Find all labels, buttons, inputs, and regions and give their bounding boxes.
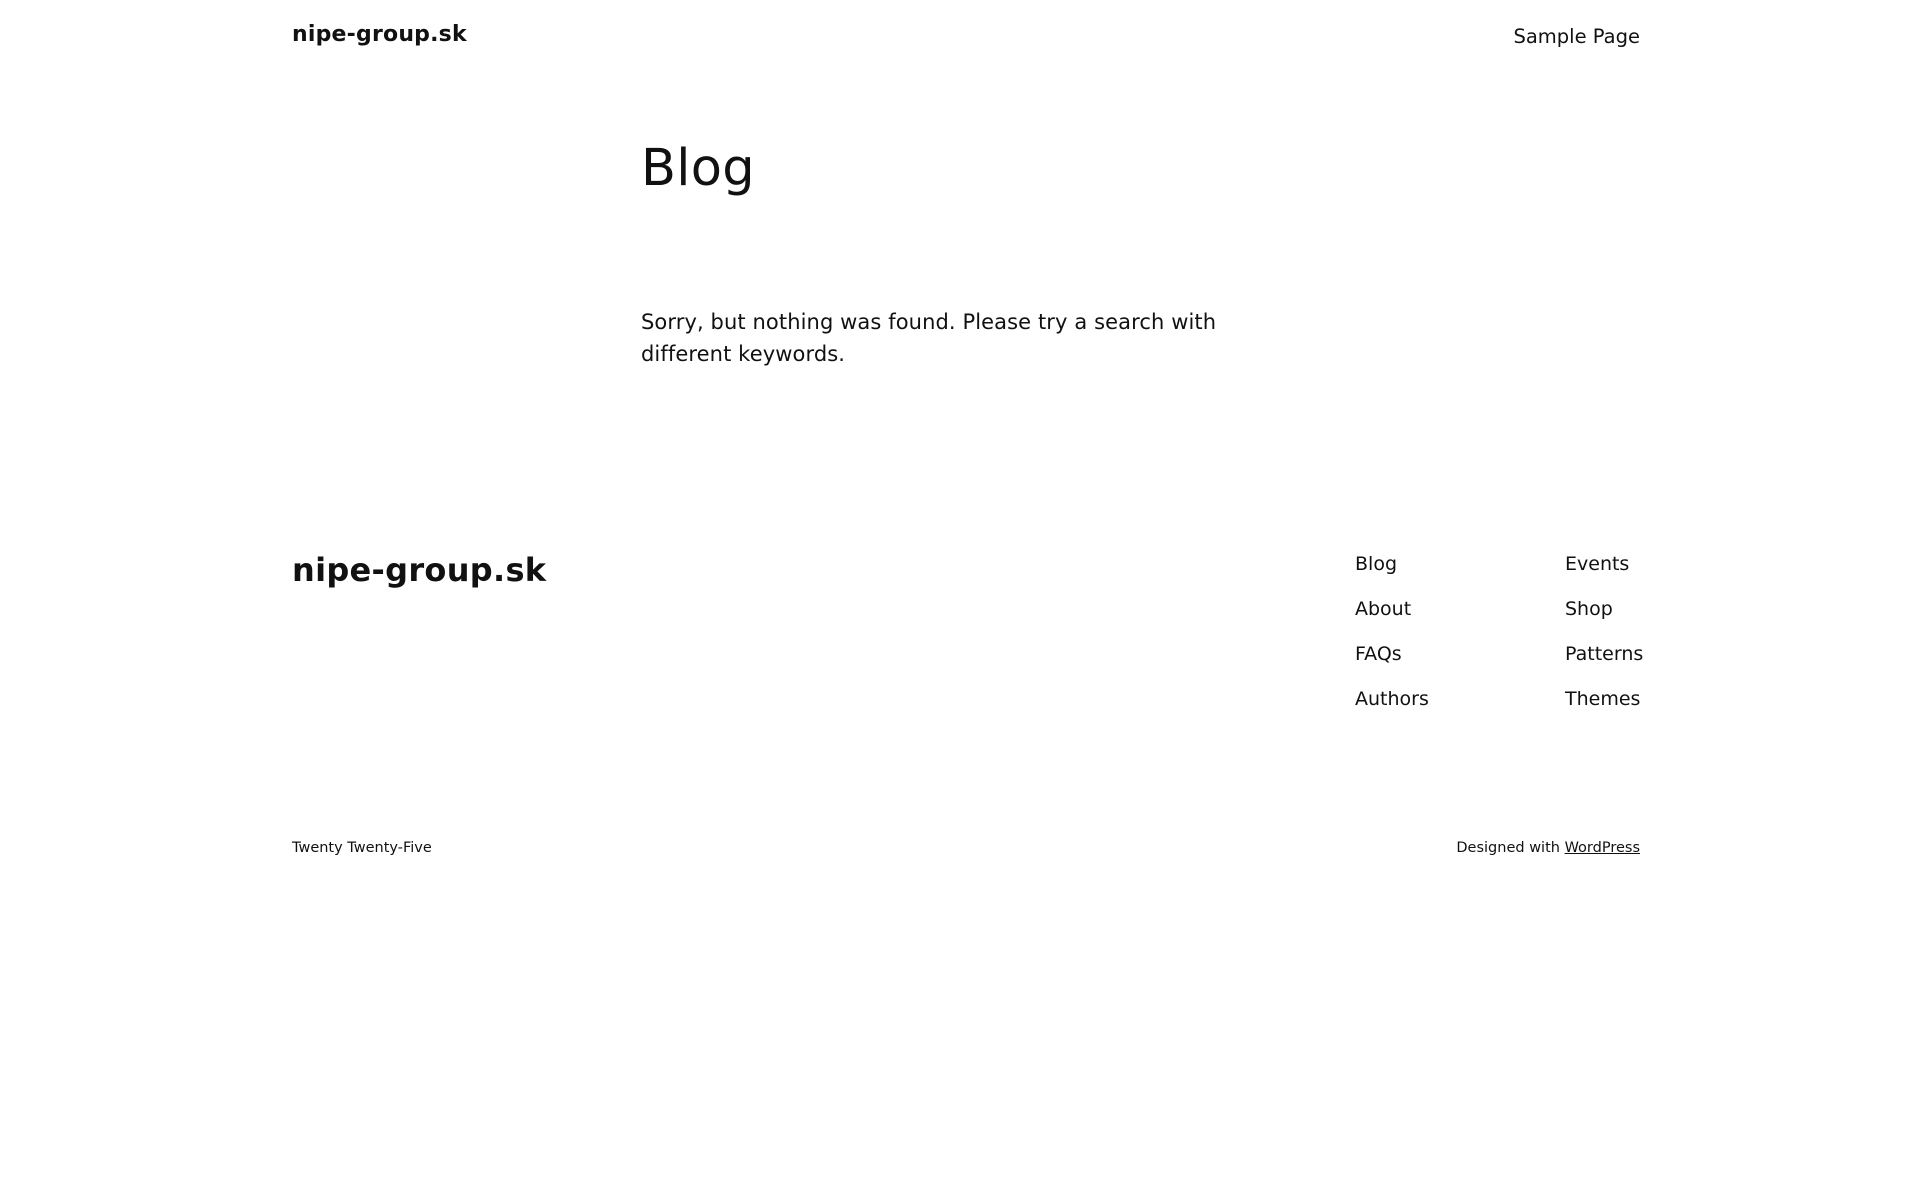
credit-text bbox=[1456, 838, 1640, 858]
footer-link-themes[interactable]: Themes bbox=[1565, 688, 1641, 710]
nav-item-sample-page[interactable]: Sample Page bbox=[1513, 25, 1640, 48]
footer-link-shop[interactable]: Shop bbox=[1565, 598, 1613, 620]
footer-link-authors[interactable]: Authors bbox=[1355, 688, 1429, 710]
footer-link-faqs[interactable]: FAQs bbox=[1355, 643, 1402, 665]
footer-link-patterns[interactable]: Patterns bbox=[1565, 643, 1644, 665]
page-title: Blog bbox=[641, 139, 755, 198]
site-title-link[interactable]: nipe-group.sk bbox=[292, 22, 467, 47]
no-results-message: Sorry, but nothing was found. Please try a search with different keywords. bbox=[641, 310, 1217, 366]
main-content bbox=[641, 136, 1281, 366]
footer-site-title-link[interactable]: nipe-group.sk bbox=[292, 551, 547, 589]
footer-link-events[interactable]: Events bbox=[1565, 553, 1630, 575]
credit-prefix: Designed with bbox=[1456, 840, 1565, 856]
footer-link-blog[interactable]: Blog bbox=[1355, 553, 1397, 575]
wordpress-link[interactable]: WordPress bbox=[1564, 840, 1640, 856]
site-header bbox=[292, 21, 1640, 51]
theme-name: Twenty Twenty-Five bbox=[292, 840, 432, 856]
footer-nav-column-1 bbox=[1355, 551, 1429, 712]
header-nav bbox=[1513, 24, 1640, 50]
footer-credits bbox=[292, 838, 1640, 858]
footer-link-about[interactable]: About bbox=[1355, 598, 1412, 620]
footer-nav-column-2 bbox=[1565, 551, 1643, 712]
site-footer bbox=[292, 548, 1644, 718]
